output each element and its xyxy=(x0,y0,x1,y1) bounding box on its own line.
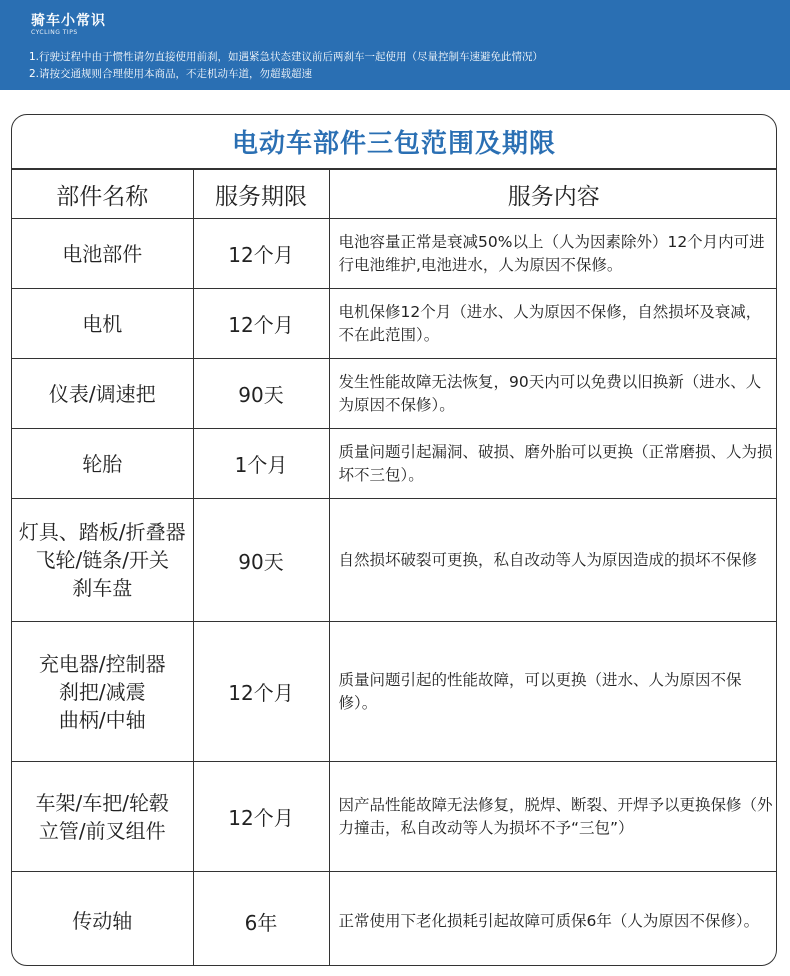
service-period: 12个月 xyxy=(193,762,329,872)
part-name-cell xyxy=(12,429,193,499)
service-period: 12个月 xyxy=(193,219,329,289)
part-name: 刹把/减震 xyxy=(58,679,146,704)
part-name-cell xyxy=(12,762,193,872)
part-name-cell xyxy=(12,359,193,429)
table-row xyxy=(12,219,777,289)
table-row xyxy=(12,429,777,499)
service-content: 质量问题引起漏洞、破损、磨外胎可以更换（正常磨损、人为损坏不三包）。 xyxy=(329,429,777,499)
part-name-cell xyxy=(12,219,193,289)
service-period: 90天 xyxy=(193,499,329,622)
part-name-cell xyxy=(12,872,193,967)
warranty-table xyxy=(12,169,777,966)
table-row xyxy=(12,762,777,872)
table-body xyxy=(12,219,777,967)
service-period: 90天 xyxy=(193,359,329,429)
part-name: 轮胎 xyxy=(82,451,123,476)
header-service-content: 服务内容 xyxy=(329,170,777,219)
warranty-card xyxy=(11,114,777,966)
part-name: 曲柄/中轴 xyxy=(58,707,146,732)
service-content: 电池容量正常是衰减50%以上（人为因素除外）12个月内可进行电池维护,电池进水，人为原因不保修。 xyxy=(329,219,777,289)
header-part-name: 部件名称 xyxy=(12,170,193,219)
service-period: 12个月 xyxy=(193,289,329,359)
part-name: 刹车盘 xyxy=(72,576,133,600)
table-row xyxy=(12,499,777,622)
table-row xyxy=(12,289,777,359)
banner-tip-1: 1.行驶过程中由于惯性请勿直接使用前刹，如遇紧急状态建议前后两刹车一起使用（尽量控制车速避免此情况） xyxy=(29,51,544,63)
part-name: 电机 xyxy=(82,311,123,336)
cycling-tips-banner xyxy=(0,0,790,90)
part-name: 传动轴 xyxy=(72,909,133,934)
service-period: 6年 xyxy=(193,872,329,967)
service-content: 电机保修12个月（进水、人为原因不保修，自然损坏及衰减，不在此范围）。 xyxy=(329,289,777,359)
part-name: 仪表/调速把 xyxy=(48,381,156,406)
table-header-row xyxy=(12,170,777,219)
service-content: 因产品性能故障无法修复，脱焊、断裂、开焊予以更换保修（外力撞击，私自改动等人为损坏不予“三包”） xyxy=(329,762,777,872)
table-row xyxy=(12,872,777,967)
part-name: 飞轮/链条/开关 xyxy=(35,548,169,572)
part-name: 立管/前叉组件 xyxy=(38,818,166,843)
part-name: 电池部件 xyxy=(62,241,143,266)
banner-title: 骑车小常识 xyxy=(31,13,106,29)
service-content: 质量问题引起的性能故障，可以更换（进水、人为原因不保修）。 xyxy=(329,622,777,762)
part-name-cell xyxy=(12,622,193,762)
banner-tip-2: 2.请按交通规则合理使用本商品，不走机动车道，勿超载超速 xyxy=(29,68,313,80)
banner-subtitle: CYCLING TIPS xyxy=(31,29,78,36)
part-name: 灯具、踏板/折叠器 xyxy=(18,520,186,544)
service-content: 自然损坏破裂可更换，私自改动等人为原因造成的损坏不保修 xyxy=(329,499,777,622)
table-row xyxy=(12,622,777,762)
part-name: 充电器/控制器 xyxy=(38,651,166,676)
service-period: 12个月 xyxy=(193,622,329,762)
service-content: 正常使用下老化损耗引起故障可质保6年（人为原因不保修）。 xyxy=(329,872,777,967)
part-name-cell xyxy=(12,499,193,622)
service-content: 发生性能故障无法恢复，90天内可以免费以旧换新（进水、人为原因不保修）。 xyxy=(329,359,777,429)
card-title: 电动车部件三包范围及期限 xyxy=(12,115,776,169)
table-row xyxy=(12,359,777,429)
part-name-cell xyxy=(12,289,193,359)
header-service-period: 服务期限 xyxy=(193,170,329,219)
part-name: 车架/车把/轮毂 xyxy=(35,790,169,815)
service-period: 1个月 xyxy=(193,429,329,499)
